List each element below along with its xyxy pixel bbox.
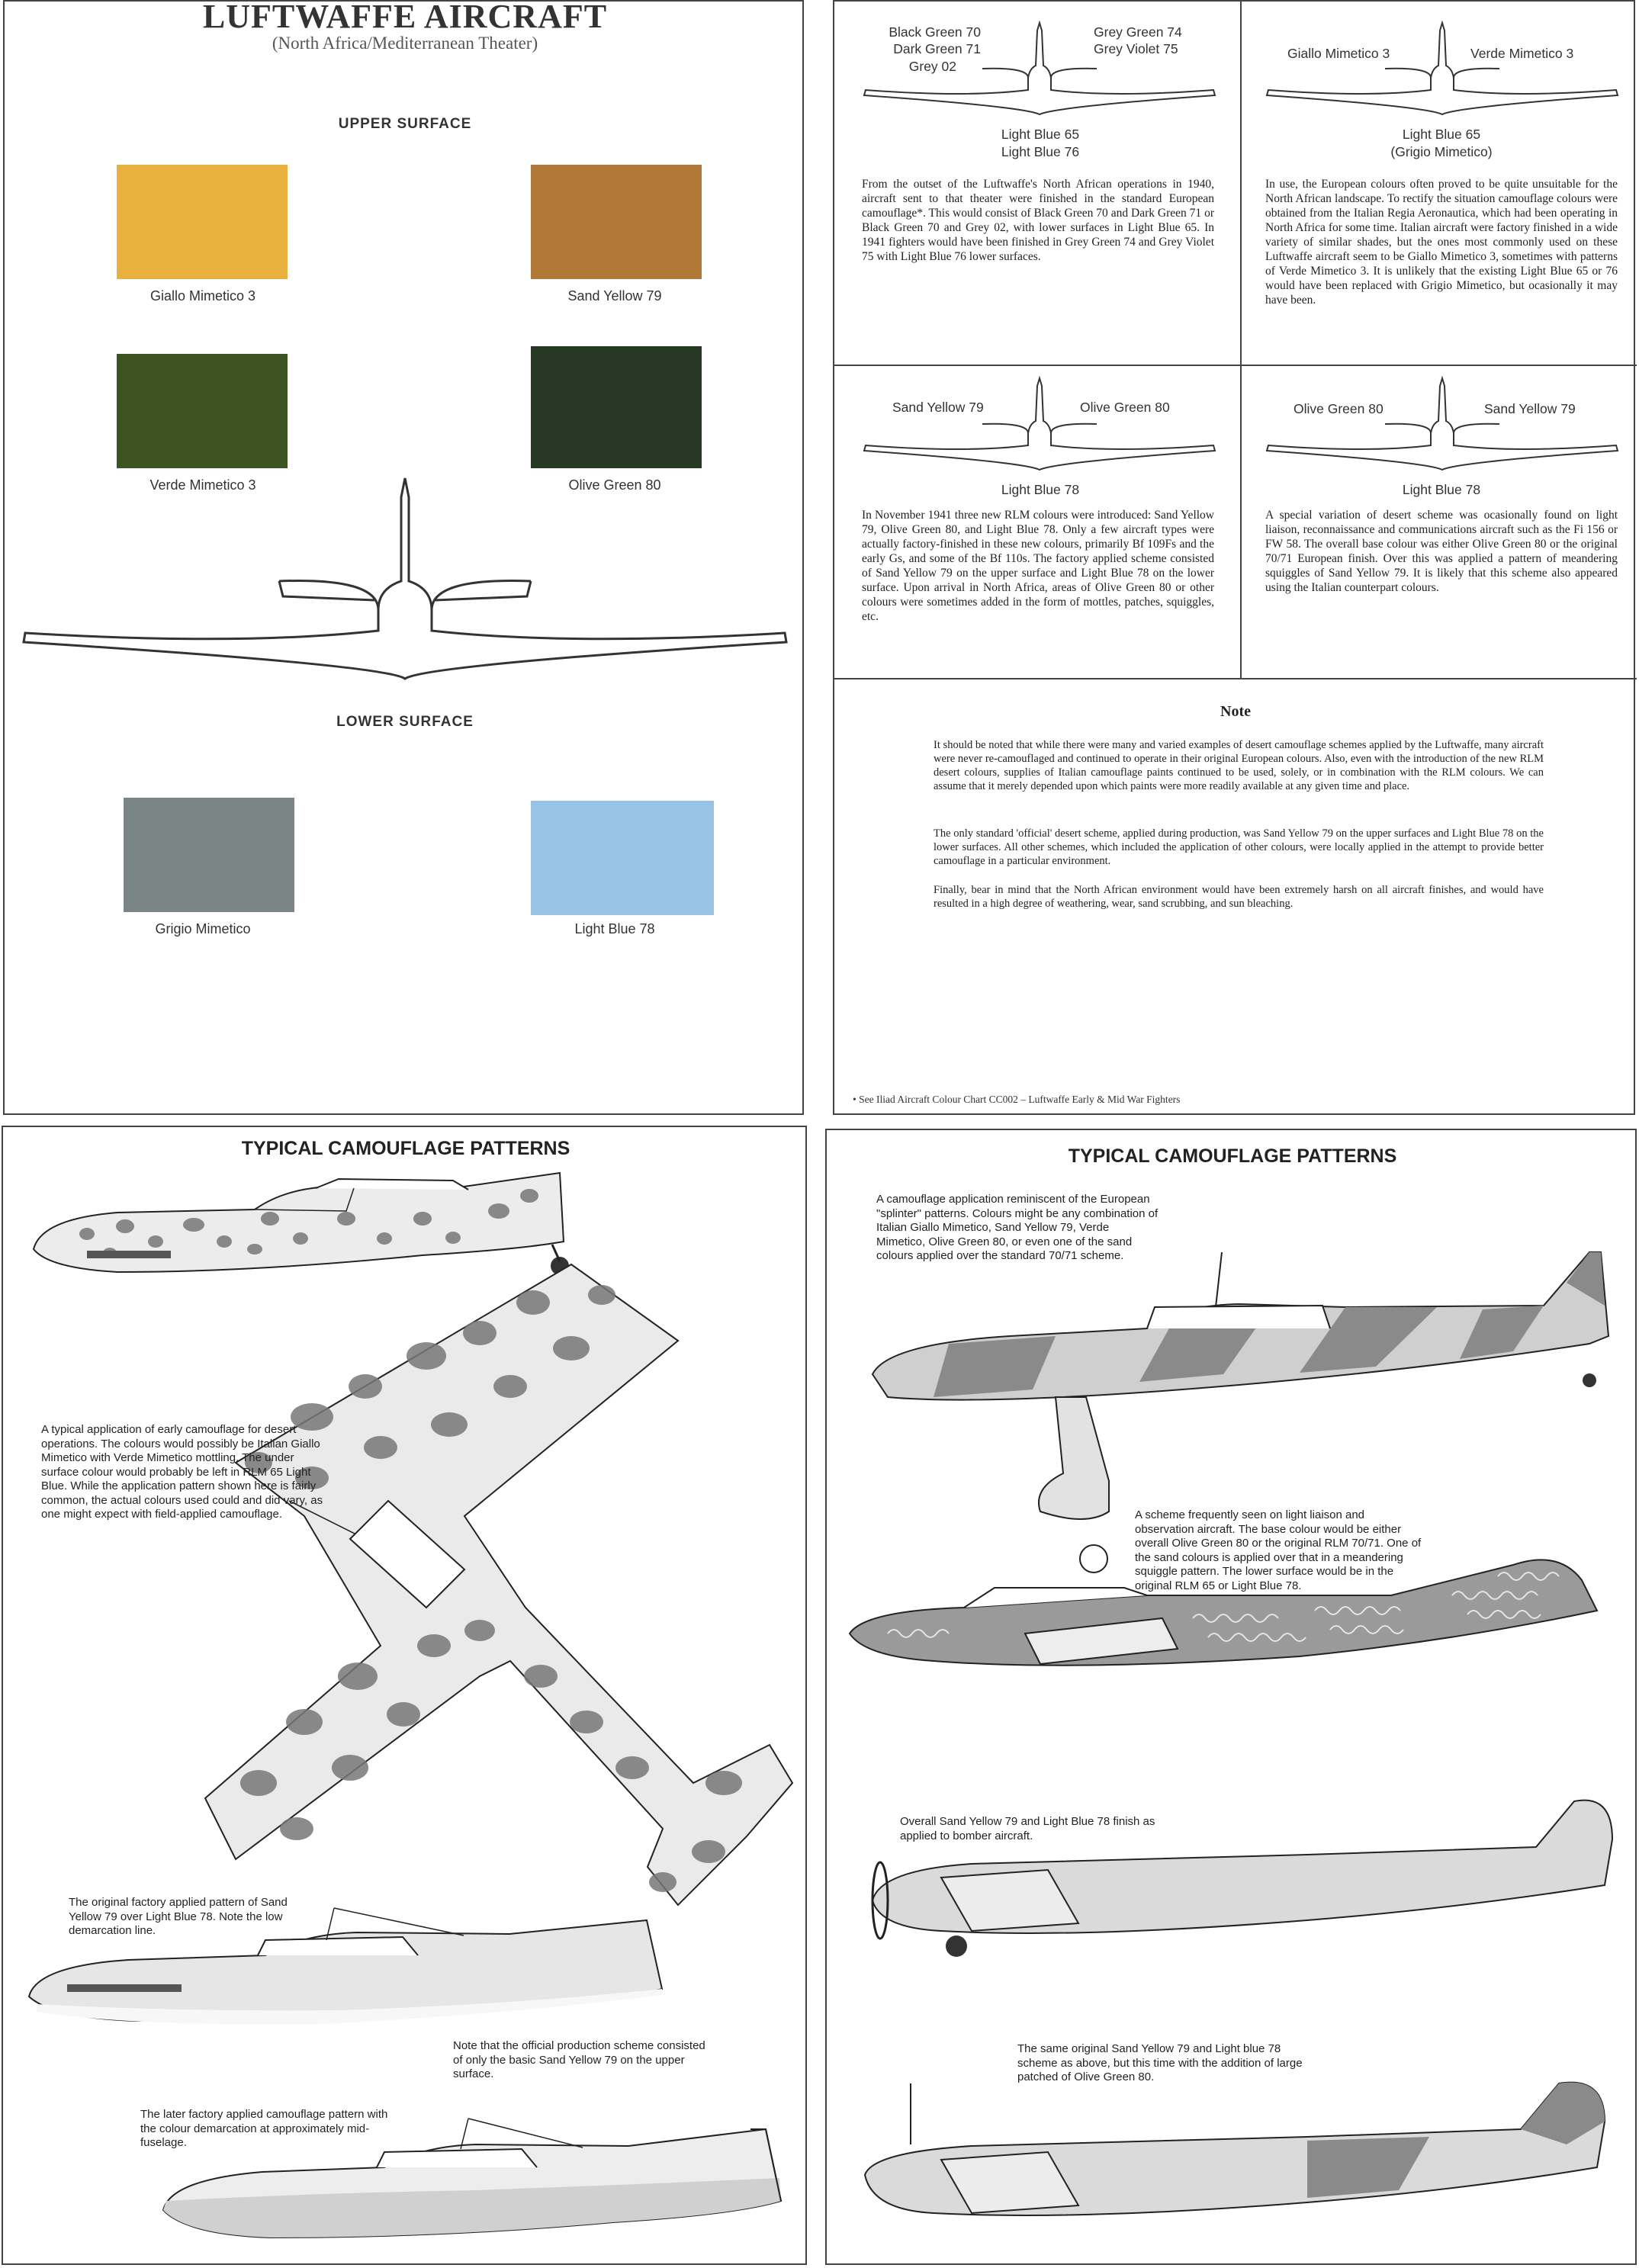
page-title: LUFTWAFFE AIRCRAFT (202, 0, 608, 35)
color-label: Giallo Mimetico 3 (1287, 46, 1390, 61)
color-label: Grey 02 (908, 59, 956, 74)
ju87-splinter-side-view (857, 1222, 1620, 1550)
section-title: TYPICAL CAMOUFLAGE PATTERNS (1068, 1145, 1397, 1167)
he111-sand-yellow-side-view (850, 1794, 1628, 1977)
color-label: Light Blue 78 (1001, 482, 1080, 497)
color-label: Olive Green 80 (1080, 400, 1170, 415)
color-label: Dark Green 71 (893, 41, 981, 56)
pattern-caption: A typical application of early camouflage for desert operations. The colours would possibly be Italian Giallo Mimetico with Verde Mimetico mottling. The under surface colour would probably be left in RLM 65 Light Blue. While the application pattern shown here is fairly common, the actual colours used could and did vary, as one might expect with field-applied camouflage. (41, 1423, 323, 1521)
color-label: Sand Yellow 79 (1484, 401, 1576, 416)
color-label: Sand Yellow 79 (892, 400, 984, 415)
aircraft-outline-icon (860, 23, 1219, 122)
color-label: Light Blue 76 (1001, 144, 1080, 159)
scheme-description: A special variation of desert scheme was ocasionally found on light liaison, reconnaissance and communications aircraft such as the Fi 156 or FW 58. The overall base colour was either Olive Green 80 or the original 70/71 European finish. Over this was applied a pattern of meandering squiggles of Sand Yellow 79. It is likely that this scheme also appeared using the Italian counterpart colours. (1265, 509, 1618, 594)
scheme-description: In use, the European colours often proved to be quite unsuitable for the North African landscape. To rectify the situation camouflage colours were obtained from the Italian Regia Aeronautica, which had been operating in North Africa for some time. Italian aircraft were factory finished in a wide variety of similar shades, but the ones most commonly used on these Luftwaffe aircraft seem to be Giallo Mimetico 3, sometimes with patterns of Verde Mimetico 3. It is unlikely that the existing Light Blue 65 or 76 would have been replaced with Grigio Mimetico, but ocasionally it may have been. (1265, 178, 1618, 307)
note-paragraph: The only standard 'official' desert scheme, applied during production, was Sand Yellow 79 on the upper surfaces and Light Blue 78 on the lower surfaces. All other schemes, which included the application of other colours, were locally applied in the attempt to provide better camouflage in a particular environment. (934, 827, 1544, 867)
color-label: Verde Mimetico 3 (1470, 46, 1574, 61)
pattern-caption: A scheme frequently seen on light liaison and observation aircraft. The base colour would be either overall Olive Green 80 or the original RLM 70/71. One of the sand colours is applied over that in a meandering squiggle pattern. The lower surface would be in the original RLM 65 or Light Blue 78. (1135, 1508, 1422, 1592)
page-subtitle: (North Africa/Mediterranean Theater) (272, 34, 538, 53)
schemes-panel (833, 0, 1635, 1115)
color-label: (Grigio Mimetico) (1390, 144, 1493, 159)
lower-surface-heading: LOWER SURFACE (336, 714, 474, 730)
swatch-label: Grigio Mimetico (155, 921, 251, 936)
pattern-caption: The same original Sand Yellow 79 and Light blue 78 scheme as above, but this time with the addition of large patched of Olive Green 80. (1017, 2042, 1303, 2083)
scheme-description: In November 1941 three new RLM colours were introduced: Sand Yellow 79, Olive Green 80, and Light Blue 78. Only a few aircraft types were actually factory-finished in these new colours, primarily Bf 109Fs and the early Gs, and some of the Bf 110s. The factory applied scheme consisted of Sand Yellow 79 on the upper surface and Light Blue 78 on the lower surface. Upon arrival in North Africa, areas of Olive Green 80 or other colours were sometimes added in the form of mottles, patches, squiggles, etc. (862, 509, 1214, 623)
colour-chart-panel (3, 0, 804, 1115)
swatch-label: Giallo Mimetico 3 (149, 288, 256, 304)
ju88-patched-side-view (850, 2076, 1628, 2251)
color-label: Light Blue 65 (1402, 127, 1481, 142)
pattern-caption: Note that the official production scheme consisted of only the basic Sand Yellow 79 on the upper surface. (453, 2039, 705, 2080)
section-title: TYPICAL CAMOUFLAGE PATTERNS (241, 1138, 570, 1159)
aircraft-outline-icon (1263, 23, 1621, 122)
note-heading: Note (1220, 703, 1251, 720)
swatch-label: Verde Mimetico 3 (149, 477, 256, 493)
swatch-grigio-mimetico (124, 798, 294, 912)
swatch-sand-yellow-79 (531, 165, 702, 279)
swatch-label: Sand Yellow 79 (567, 288, 662, 304)
pattern-caption: A camouflage application reminiscent of the European "splinter" patterns. Colours might be any combination of Italian Giallo Mimetico, Sand Yellow 79, Verde Mimetico, Olive Green 80, or even one of the sand colours applied over the standard 70/71 scheme. (876, 1193, 1159, 1262)
scheme-description: From the outset of the Luftwaffe's North African operations in 1940, aircraft sent to that theater were finished in the standard European camouflage*. This would consist of Black Green 70 and Dark Green 71 or Black Green 70 and Grey 02, with lower surfaces in Light Blue 65. In 1941 fighters would have been finished in Grey Green 74 and Grey Violet 75 with Light Blue 76 lower surfaces. (862, 178, 1214, 263)
color-label: Light Blue 78 (1402, 482, 1481, 497)
color-label: Light Blue 65 (1001, 127, 1080, 142)
swatch-label: Light Blue 78 (574, 921, 655, 936)
bf109-mottled-top-view (190, 1249, 800, 1920)
pattern-caption: The later factory applied camouflage pattern with the colour demarcation at approximately mid-fuselage. (140, 2108, 388, 2149)
upper-surface-heading: UPPER SURFACE (338, 116, 472, 132)
color-label: Grey Green 74 (1094, 24, 1182, 40)
patterns-right-panel (825, 1129, 1637, 2265)
footnote: • See Iliad Aircraft Colour Chart CC002 – Luftwaffe Early & Mid War Fighters (853, 1094, 1181, 1105)
note-paragraph: Finally, bear in mind that the North African environment would have been extremely harsh on all aircraft finishes, and would have resulted in a high degree of weathering, wear, sand scrubbing, and sun bleaching. (934, 884, 1544, 910)
aircraft-outline-icon (860, 378, 1219, 477)
swatch-label: Olive Green 80 (568, 477, 661, 493)
divider (1240, 2, 1242, 678)
patterns-left-panel (2, 1126, 807, 2265)
note-paragraph: It should be noted that while there were many and varied examples of desert camouflage schemes applied by the Luftwaffe, many aircraft were never re-camouflaged and continued to operate in their original European colours. Also, even with the introduction of the new RLM desert colours, supplies of Italian camouflage paints continued to be used, solely, or in combination with the RLM colours. We can assume that it merely depended upon which paints were more readily available at any given time and place. (934, 739, 1544, 792)
color-label: Olive Green 80 (1294, 401, 1384, 416)
aircraft-front-view-outline (20, 474, 790, 688)
swatch-olive-green-80 (531, 346, 702, 468)
pattern-caption: Overall Sand Yellow 79 and Light Blue 78 finish as applied to bomber aircraft. (900, 1815, 1155, 1842)
swatch-giallo-mimetico-3 (117, 165, 288, 279)
color-label: Grey Violet 75 (1094, 41, 1178, 56)
squiggle-scheme-side-view (842, 1542, 1620, 1710)
divider (834, 365, 1637, 366)
pattern-caption: The original factory applied pattern of Sand Yellow 79 over Light Blue 78. Note the low demarcation line. (69, 1896, 288, 1937)
swatch-light-blue-78 (531, 801, 714, 915)
swatch-verde-mimetico-3 (117, 354, 288, 468)
aircraft-outline-icon (1263, 378, 1621, 477)
color-label: Black Green 70 (889, 24, 981, 40)
divider (834, 678, 1637, 679)
